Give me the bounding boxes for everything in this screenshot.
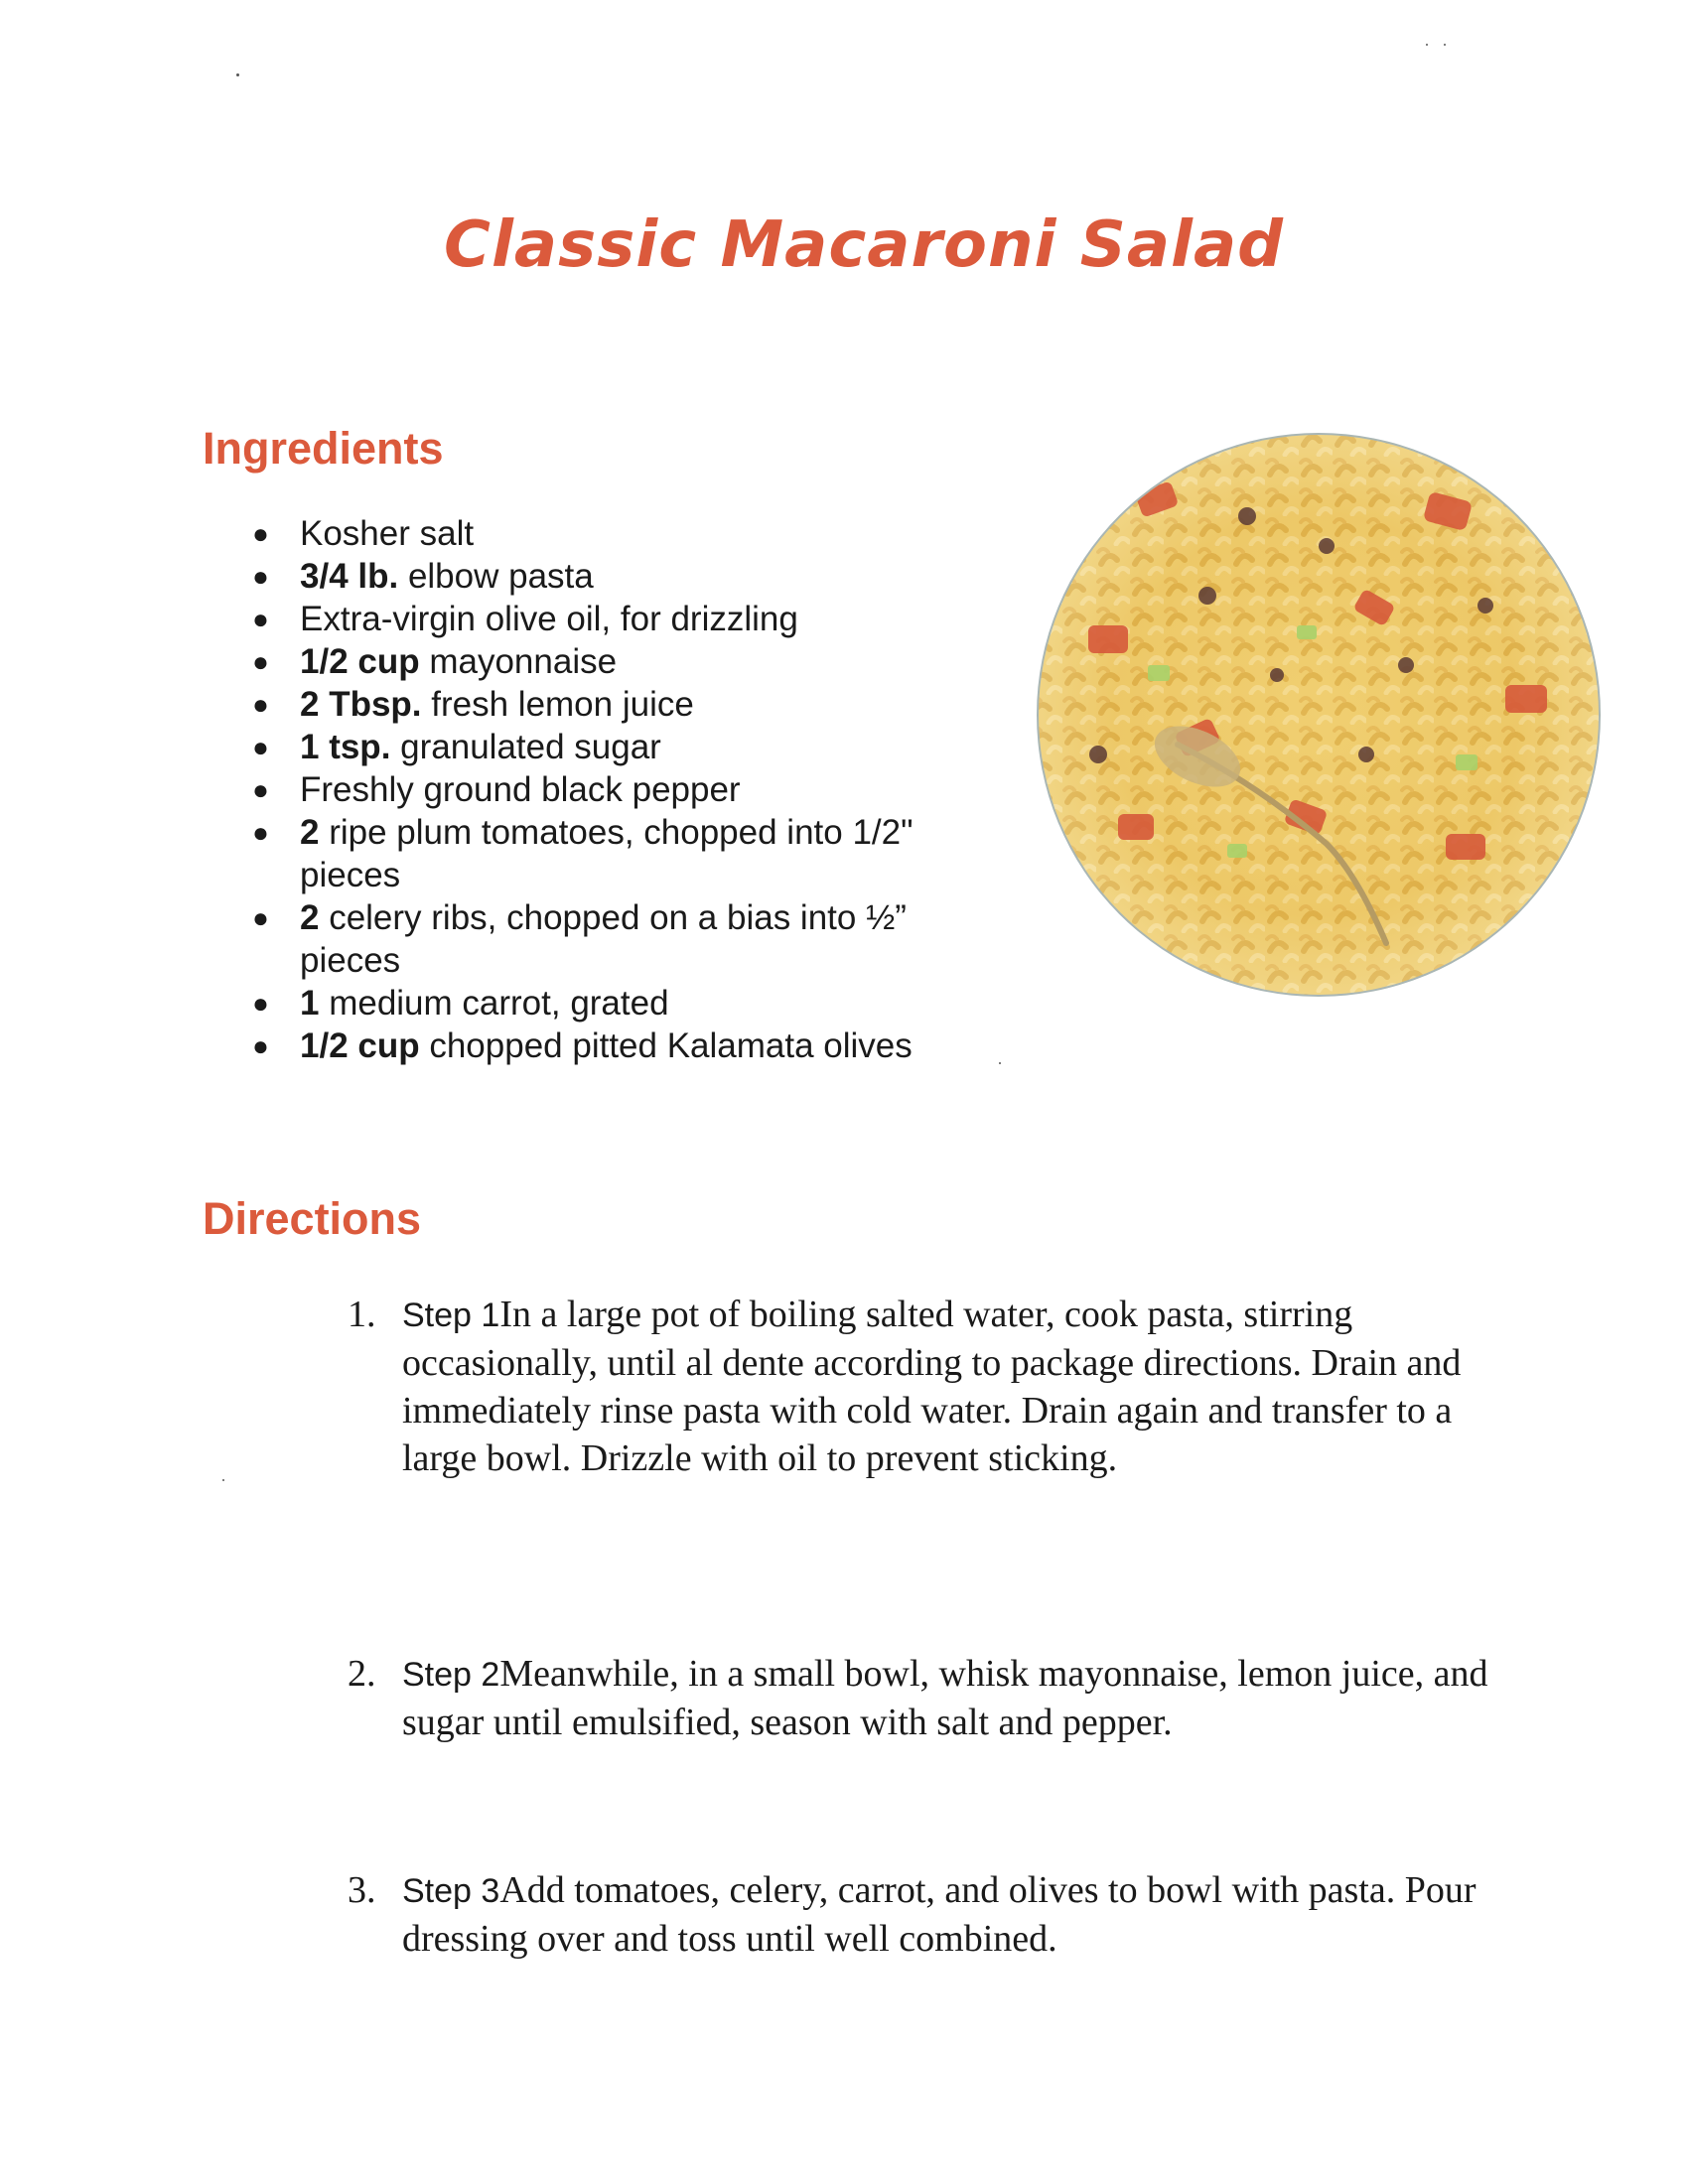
direction-step <box>348 1291 1499 1482</box>
macaroni-salad-photo <box>1029 427 1605 1003</box>
ingredient-item: ● 2 celery ribs, chopped on a bias into ½” pieces <box>252 898 907 980</box>
bullet-icon: ● <box>252 817 269 848</box>
ingredient-item: ● Kosher salt <box>252 514 475 553</box>
direction-step <box>348 1650 1499 1746</box>
bullet-icon: ● <box>252 732 269 762</box>
step-text: Add tomatoes, celery, carrot, and olives to bowl with pasta. Pour dressing over and toss until well combined. <box>402 1869 1477 1960</box>
bullet-icon: ● <box>252 1030 269 1061</box>
bullet-icon: ● <box>252 988 269 1019</box>
bullet-icon: ● <box>252 689 269 720</box>
ingredient-item: ● Freshly ground black pepper <box>252 770 741 809</box>
scan-speck <box>1444 44 1446 46</box>
ingredient-item: ● Extra-virgin olive oil, for drizzling <box>252 600 798 638</box>
scan-speck <box>236 73 239 76</box>
step-number: 3. <box>348 1869 376 1911</box>
step-label: Step 2 <box>402 1656 500 1694</box>
ingredient-list <box>246 512 1001 1067</box>
bullet-icon: ● <box>252 902 269 933</box>
step-label: Step 1 <box>402 1297 500 1334</box>
bullet-icon: ● <box>252 518 269 549</box>
directions-heading: Directions <box>203 1193 422 1244</box>
ingredient-item: ● 1/2 cup chopped pitted Kalamata olives <box>252 1026 913 1065</box>
step-number: 2. <box>348 1653 376 1695</box>
bullet-icon: ● <box>252 561 269 592</box>
direction-step <box>348 1866 1499 1963</box>
step-text: In a large pot of boiling salted water, cook pasta, stirring occasionally, until al dente according to package directions. Drain and immediately rinse pasta with cold water. Drain again and transfer to a large bowl. Drizzle with oil to prevent sticking. <box>402 1294 1462 1479</box>
step-number: 1. <box>348 1294 376 1335</box>
scan-speck <box>999 1062 1001 1064</box>
ingredient-item: ● 1/2 cup mayonnaise <box>252 642 618 681</box>
step-text: Meanwhile, in a small bowl, whisk mayonnaise, lemon juice, and sugar until emulsified, season with salt and pepper. <box>402 1653 1488 1743</box>
bullet-icon: ● <box>252 604 269 634</box>
step-label: Step 3 <box>402 1872 500 1910</box>
ingredient-item: ● 2 ripe plum tomatoes, chopped into 1/2" pieces <box>252 813 914 894</box>
scan-speck <box>1426 44 1428 46</box>
ingredient-item: ● 3/4 lb. elbow pasta <box>252 557 594 596</box>
ingredient-item: ● 1 tsp. granulated sugar <box>252 728 661 766</box>
recipe-title: Classic Macaroni Salad <box>444 208 1284 282</box>
ingredient-item: ● 1 medium carrot, grated <box>252 984 669 1023</box>
bullet-icon: ● <box>252 774 269 805</box>
ingredient-item: ● 2 Tbsp. fresh lemon juice <box>252 685 694 724</box>
bullet-icon: ● <box>252 646 269 677</box>
scan-speck <box>222 1479 224 1481</box>
ingredients-heading: Ingredients <box>203 423 444 474</box>
